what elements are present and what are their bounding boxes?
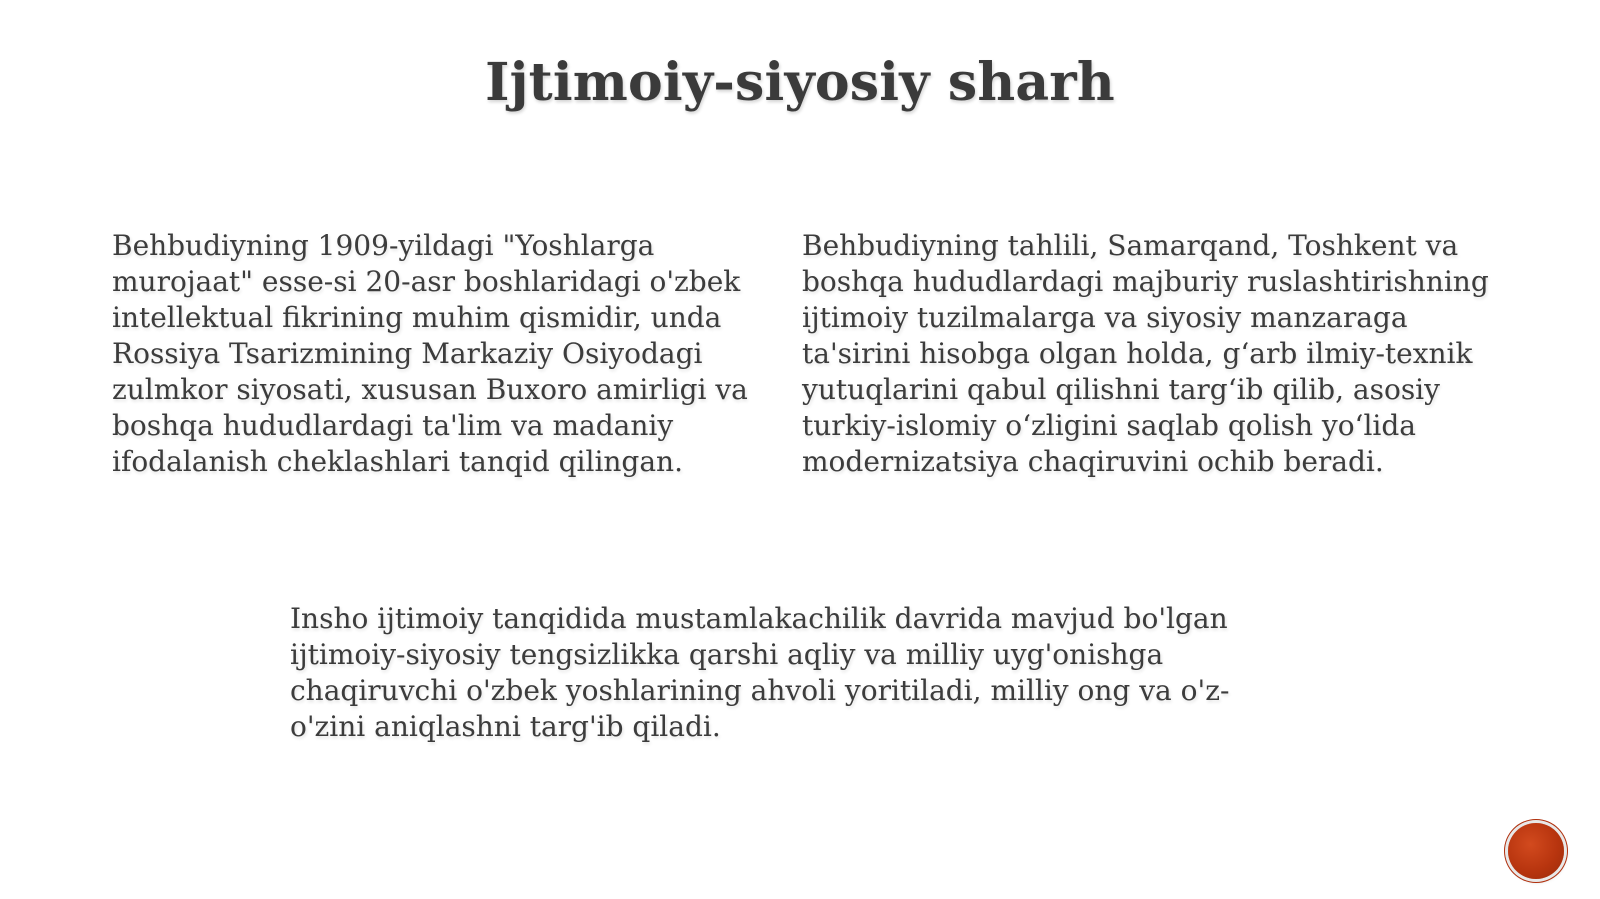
paragraph-left: Behbudiyning 1909-yildagi "Yoshlarga murojaat" esse-si 20-asr boshlaridagi o'zbek intellektual fikrining muhim qismidir, unda Rossiya Tsarizmining Markaziy Osiyodagi zulmkor siyosati, xususan Buxoro amirligi va boshqa hududlardagi ta'lim va madaniy ifodalanish cheklashlari tanqid qilingan. bbox=[112, 229, 748, 478]
slide-title: Ijtimoiy-siyosiy sharh bbox=[485, 52, 1115, 113]
paragraph-right: Behbudiyning tahlili, Samarqand, Toshkent va boshqa hududlardagi majburiy ruslashtirishning ijtimoiy tuzilmalarga va siyosiy manzaraga ta'sirini hisobga olgan holda, g‘arb ilmiy-texnik yutuqlarini qabul qilishni targ‘ib qilib, asosiy turkiy-islomiy o‘zligini saqlab qolish yo‘lida modernizatsiya chaqiruvini ochib beradi. bbox=[802, 229, 1489, 478]
slide-nav-button-icon[interactable] bbox=[1508, 823, 1564, 879]
paragraph-bottom: Insho ijtimoiy tanqidida mustamlakachilik davrida mavjud bo'lgan ijtimoiy-siyosiy tengsizlikka qarshi aqliy va milliy uyg'onishga chaqiruvchi o'zbek yoshlarining ahvoli yoritiladi, milliy ong va o'z-o'zini aniqlashni targ'ib qiladi. bbox=[290, 602, 1230, 743]
